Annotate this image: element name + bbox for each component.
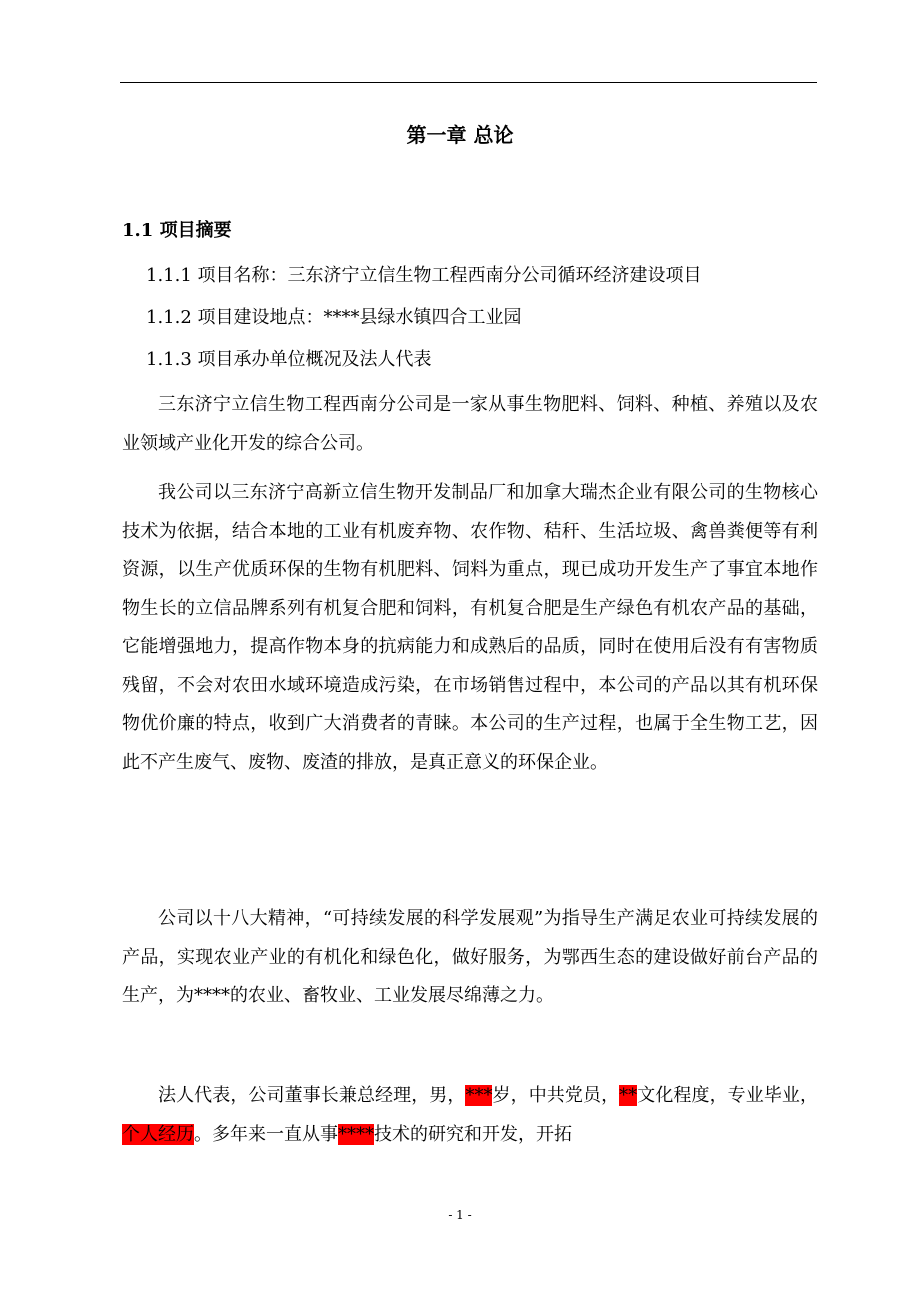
redacted-education: ** (619, 1085, 638, 1106)
text-segment: 。多年来一直从事 (194, 1123, 338, 1145)
text-segment: 文化程度，专业毕业， (637, 1085, 819, 1106)
project-organizer-item: 1.1.3 项目承办单位概况及法人代表 (146, 349, 432, 370)
text-segment: 岁，中共党员， (492, 1085, 620, 1106)
company-tech-paragraph: 我公司以三东济宁高新立信生物开发制品厂和加拿大瑞杰企业有限公司的生物核心技术为依据，结合本地的工业有机废弃物、农作物、秸秆、生活垃圾、禽兽粪便等有利资源，以生产优质环保的生物有机肥料、饲料为重点，现已成功开发生产了事宜本地作物生长的立信品牌系列有机复合肥和饲料，有机复合肥是生产绿色有机农产品的基础，它能增强地力，提高作物本身的抗病能力和成熟后的品质，同时在使用后没有有害物质残留，不会对农田水域环境造成污染，在市场销售过程中，本公司的产品以其有机环保物优价廉的特点，收到广大消费者的青睐。本公司的生产过程，也属于全生物工艺，因此不产生废气、废物、废渣的排放，是真正意义的环保企业。 (122, 482, 818, 773)
chapter-title: 第一章 总论 (406, 123, 514, 147)
project-name-item: 1.1.1 项目名称：三东济宁立信生物工程西南分公司循环经济建设项目 (146, 265, 702, 286)
text-segment: 法人代表，公司董事长兼总经理，男， (158, 1085, 466, 1106)
company-intro-paragraph: 三东济宁立信生物工程西南分公司是一家从事生物肥料、饲料、种植、养殖以及农业领域产业化开发的综合公司。 (122, 394, 818, 454)
project-location-item: 1.1.2 项目建设地点：****县绿水镇四合工业园 (146, 307, 522, 328)
legal-representative-paragraph (122, 1077, 818, 1154)
company-goal-paragraph: 公司以十八大精神，“可持续发展的科学发展观”为指导生产满足农业可持续发展的产品，实现农业产业的有机化和绿色化，做好服务，为鄂西生态的建设做好前台产品的生产，为****的农业、畜牧业、工业发展尽绵薄之力。 (122, 908, 818, 1006)
section-title: 1.1 项目摘要 (122, 220, 232, 241)
header-rule (120, 82, 817, 83)
redacted-experience: 个人经历 (122, 1123, 194, 1145)
text-segment: 技术的研究和开发，开拓 (374, 1123, 572, 1145)
redacted-age: *** (465, 1085, 493, 1106)
page-number: - 1 - (448, 1208, 472, 1222)
redacted-field: **** (338, 1123, 374, 1145)
